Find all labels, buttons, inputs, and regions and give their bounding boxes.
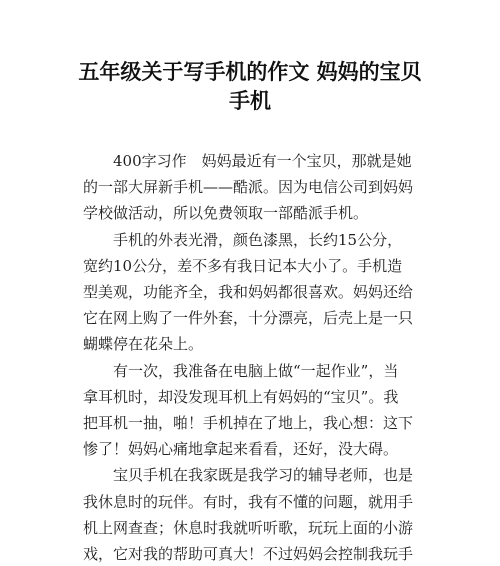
text-line: 惨了！妈妈心痛地拿起来看看，还好，没大碍。 bbox=[83, 440, 399, 459]
text-line: 型美观，功能齐全，我和妈妈都很喜欢。妈妈还给 bbox=[83, 283, 414, 302]
text-line: 学校做活动，所以免费领取一部酷派手机。 bbox=[83, 204, 369, 223]
text-line: 手机的外表光滑，颜色漆黑，长约15公分， bbox=[113, 230, 403, 249]
text-line: 400字习作 妈妈最近有一个宝贝，那就是她 bbox=[113, 152, 412, 170]
title-line-1: 五年级关于写手机的作文 妈妈的宝贝 bbox=[78, 60, 422, 84]
paragraph-4 bbox=[83, 462, 423, 566]
text-line: 宽约10公分，差不多有我日记本大小了。手机造 bbox=[83, 256, 403, 275]
text-line: 蝴蝶停在花朵上。 bbox=[83, 335, 204, 354]
text-line: 的一部大屏新手机——酷派。因为电信公司到妈妈 bbox=[83, 178, 414, 197]
text-line: 机上网查查；休息时我就听听歌，玩玩上面的小游 bbox=[83, 518, 414, 537]
title-line-2: 手机 bbox=[229, 89, 271, 113]
text-line: 戏，它对我的帮助可真大！不过妈妈会控制我玩手 bbox=[83, 545, 414, 564]
paragraph-2 bbox=[83, 227, 423, 358]
document-title bbox=[60, 58, 440, 116]
text-line: 把耳机一抽，啪！手机掉在了地上，我心想：这下 bbox=[83, 414, 414, 433]
document-body bbox=[83, 148, 423, 566]
paragraph-3 bbox=[83, 358, 423, 463]
text-line: 我休息时的玩伴。有时，我有不懂的问题，就用手 bbox=[83, 492, 414, 511]
text-line: 它在网上购了一件外套，十分漂亮，后壳上是一只 bbox=[83, 309, 414, 328]
text-line: 有一次，我准备在电脑上做“一起作业”，当 bbox=[113, 361, 399, 380]
text-line: 拿耳机时，却没发现耳机上有妈妈的“宝贝”。我 bbox=[83, 387, 399, 406]
paragraph-1 bbox=[83, 148, 423, 227]
text-line: 宝贝手机在我家既是我学习的辅导老师，也是 bbox=[113, 466, 414, 485]
